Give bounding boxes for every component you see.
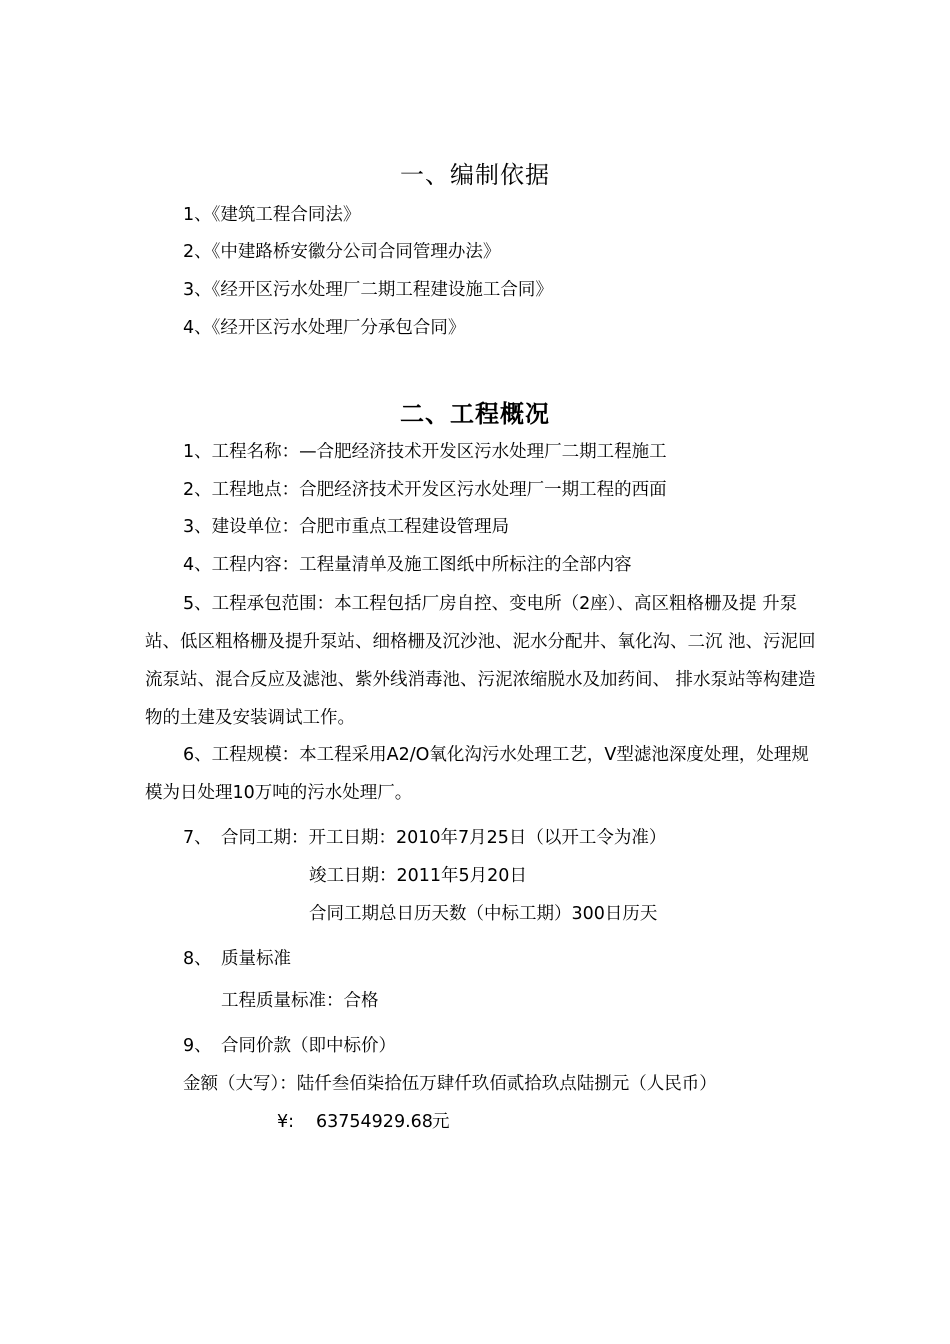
scope-text: 5、工程承包范围：本工程包括厂房自控、变电所（2座）、高区粗格栅及提 升泵站、低区粗格栅及提升泵站、细格栅及沉沙池、泥水分配井、氧化沟、二沉 池、污泥回流泵站、混合反应及滤池、紫外线消毒池、污泥浓缩脱水及加药间、 排水泵站等构建造物的土建及安装调试工作。 [145,594,816,728]
overview-item-3: 3、建设单位：合肥市重点工程建设管理局 [183,517,510,537]
scale-paragraph [145,736,825,812]
price-amount-words: 金额（大写）：陆仟叁佰柒拾伍万肆仟玖佰贰拾玖点陆捌元（人民币） [183,1074,717,1094]
scale-text: 6、工程规模：本工程采用A2/O氧化沟污水处理工艺，V型滤池深度处理，处理规模为日处理10万吨的污水处理厂。 [145,745,809,803]
basis-item-1: 1、《建筑工程合同法》 [183,205,361,225]
section2-title: 二、工程概况 [400,400,550,428]
period-total: 合同工期总日历天数（中标工期）300日历天 [309,904,658,924]
overview-item-4: 4、工程内容：工程量清单及施工图纸中所标注的全部内容 [183,555,632,575]
period-end: 竣工日期：2011年5月20日 [309,866,527,886]
quality-number: 8、 [183,949,212,969]
overview-item-2: 2、工程地点：合肥经济技术开发区污水处理厂一期工程的西面 [183,480,667,500]
period-start: 合同工期：开工日期：2010年7月25日（以开工令为准） [221,828,667,848]
period-number: 7、 [183,828,212,848]
section1-title: 一、编制依据 [400,161,550,189]
price-label: 合同价款（即中标价） [221,1036,396,1056]
basis-item-4: 4、《经开区污水处理厂分承包合同》 [183,318,466,338]
price-amount-figure: 63754929.68 [316,1112,433,1132]
overview-item-1: 1、工程名称：—合肥经济技术开发区污水处理厂二期工程施工 [183,442,667,462]
scope-paragraph [145,585,825,737]
price-number: 9、 [183,1036,212,1056]
basis-item-2: 2、《中建路桥安徽分公司合同管理办法》 [183,242,501,262]
quality-standard: 工程质量标准：合格 [221,991,379,1011]
price-currency-symbol: ¥: [277,1112,295,1132]
quality-label: 质量标准 [221,949,291,969]
basis-item-3: 3、《经开区污水处理厂二期工程建设施工合同》 [183,280,553,300]
price-unit: 元 [432,1112,450,1132]
